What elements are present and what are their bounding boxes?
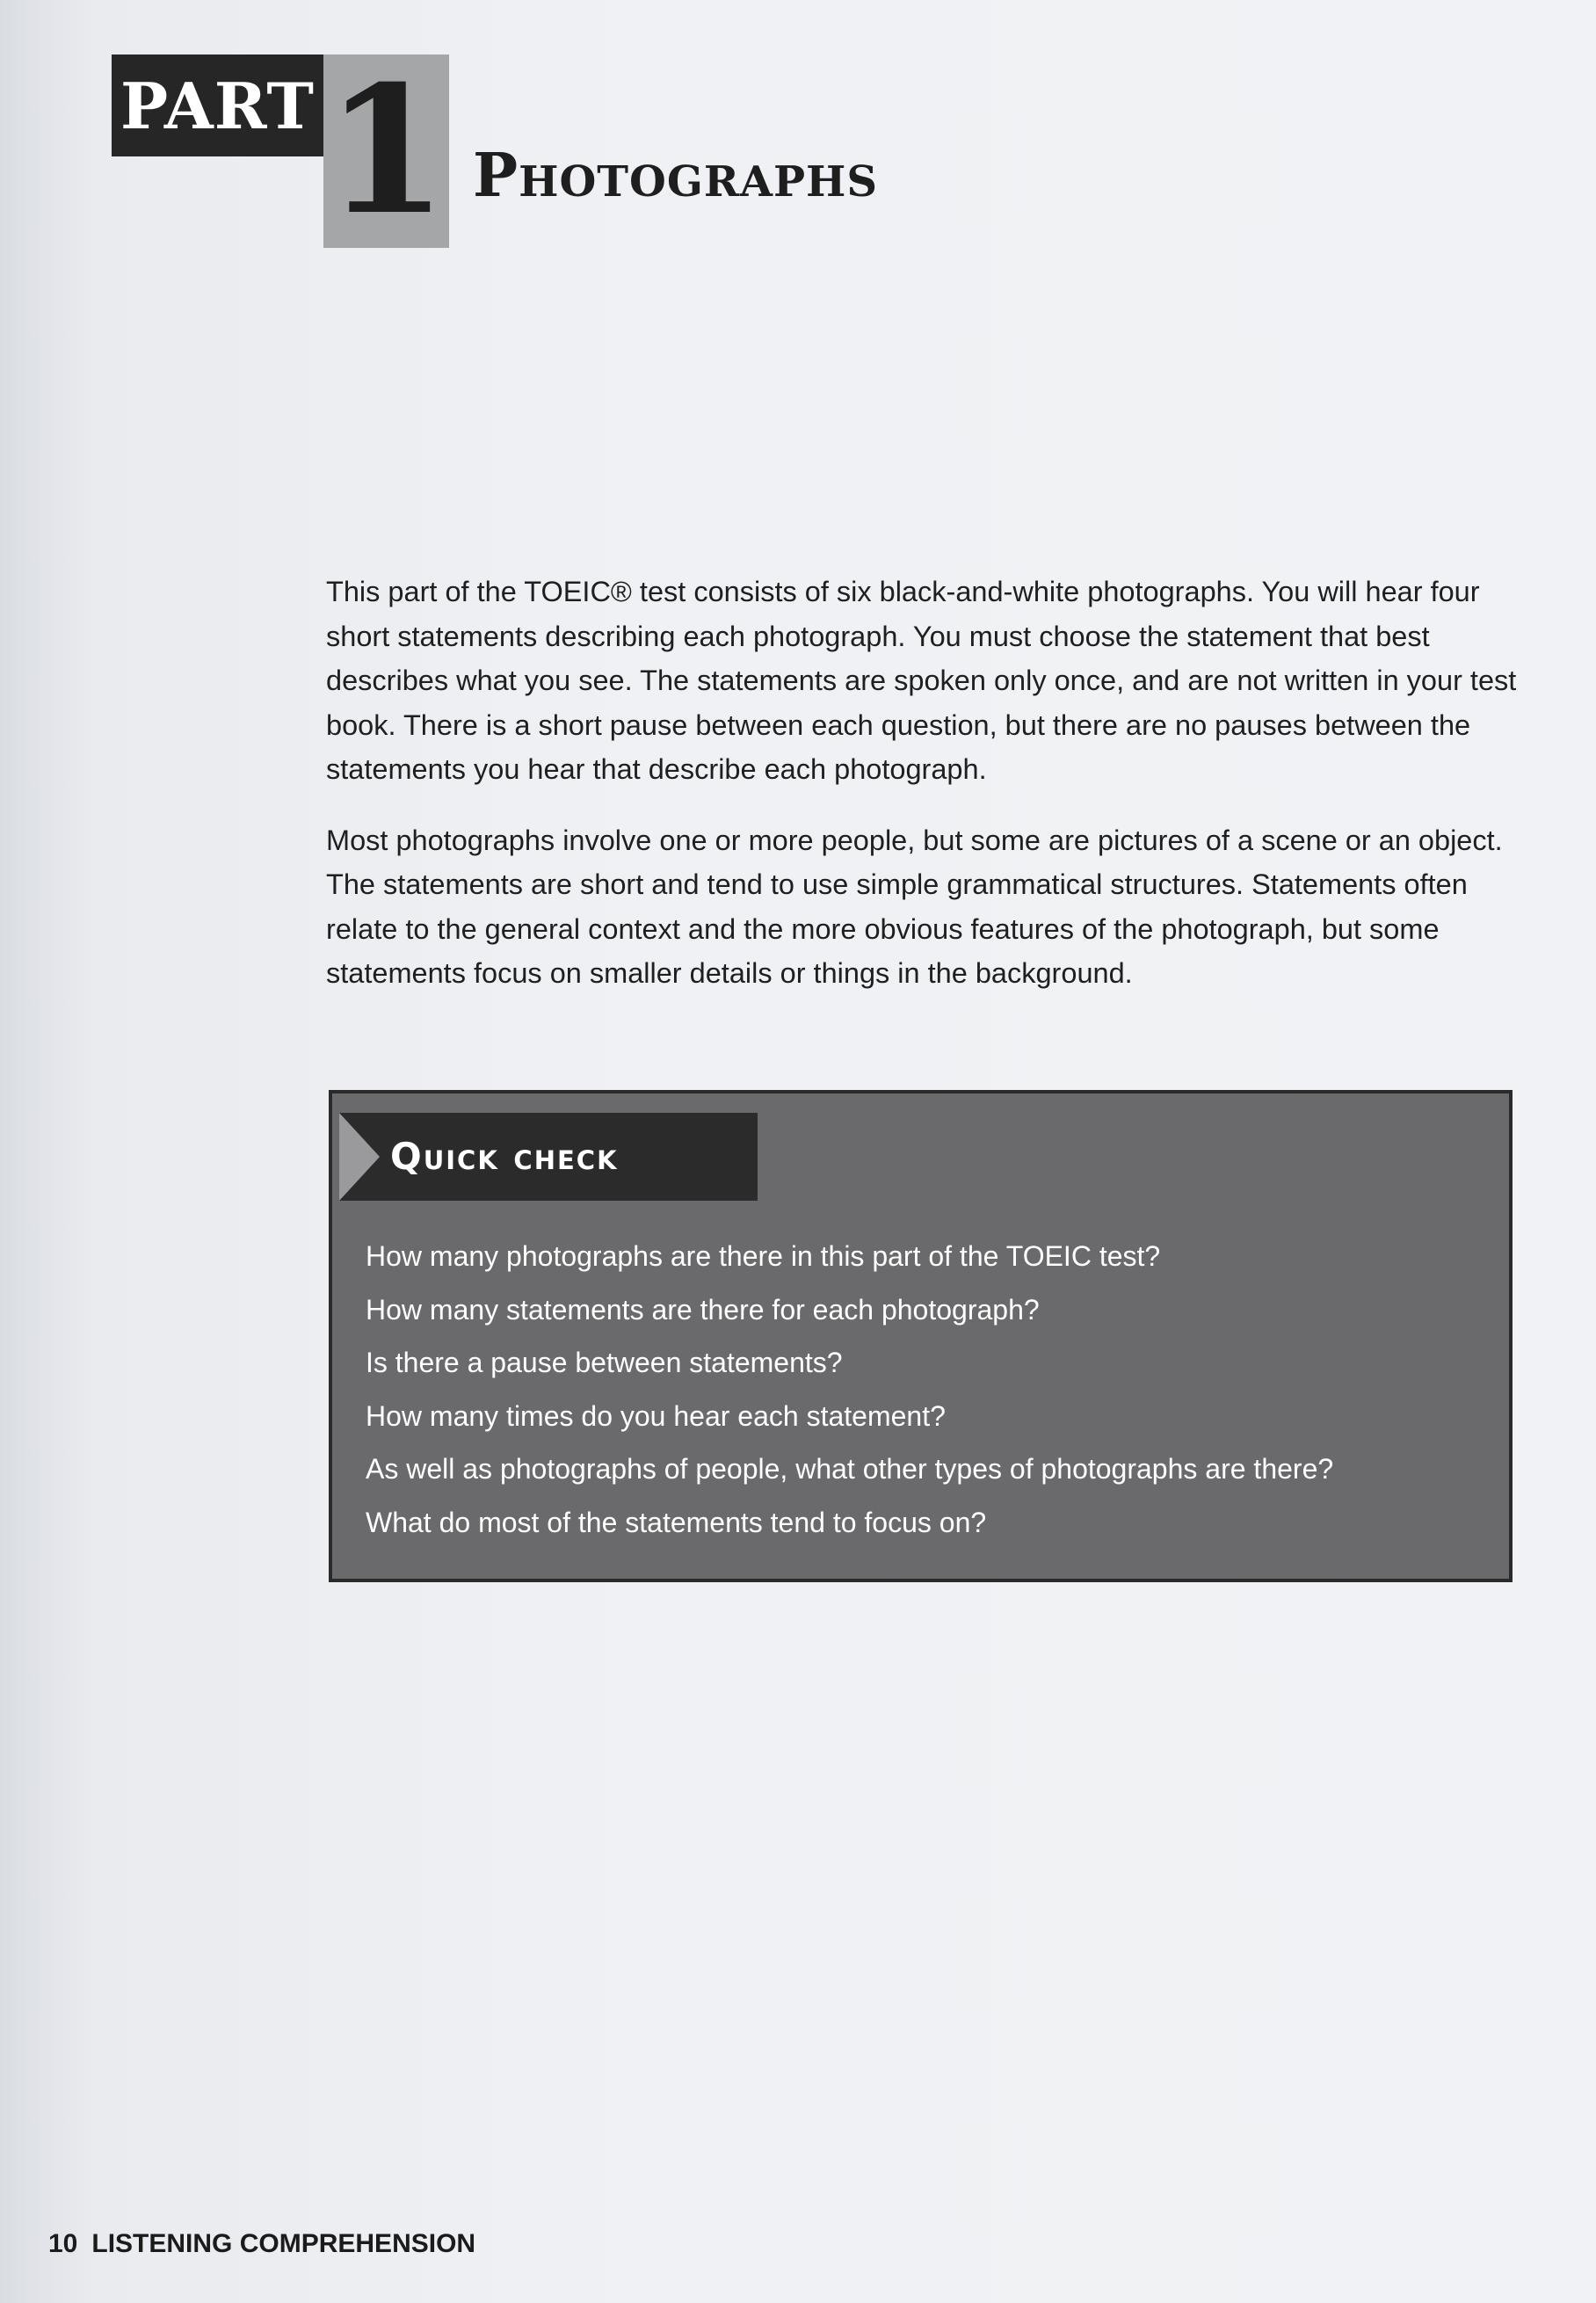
page-title: Photographs (473, 141, 879, 211)
page-footer (48, 2229, 475, 2259)
part-number: 1 (324, 47, 448, 254)
quick-check-question: As well as photographs of people, what other types of photographs are there? (366, 1453, 1334, 1485)
quick-check-title: Quick check (390, 1135, 619, 1178)
part-label: PART (112, 54, 323, 156)
intro-paragraph-1: This part of the TOEIC® test consists of six black-and-white photographs. You will hear four short statements describing each photograph. You must choose the statement that best describes what you see. The statements are spoken only once, and are not written in your test book. There is a short pause between each question, but there are no pauses between the statements you hear that describe each photograph. (326, 576, 1517, 785)
quick-check-question: What do most of the statements tend to focus on? (366, 1506, 987, 1538)
arrow-icon (339, 1113, 380, 1201)
intro-text (326, 570, 1530, 1022)
quick-check-question: How many photographs are there in this part of the TOEIC test? (366, 1240, 1161, 1272)
quick-check-question: How many times do you hear each statement? (366, 1399, 946, 1432)
quick-check-box (329, 1090, 1513, 1582)
section-name: LISTENING COMPREHENSION (91, 2229, 476, 2258)
intro-paragraph-2: Most photographs involve one or more people, but some are pictures of a scene or an object. The statements are short and tend to use simple grammatical structures. Statements often relate to the general context and the more obvious features of the photograph, but some statements focus on smaller details or things in the background. (326, 824, 1503, 989)
quick-check-questions (366, 1230, 1333, 1549)
quick-check-question: How many statements are there for each photograph? (366, 1293, 1040, 1326)
quick-check-question: Is there a pause between statements? (366, 1347, 843, 1378)
page-number: 10 (48, 2229, 78, 2258)
